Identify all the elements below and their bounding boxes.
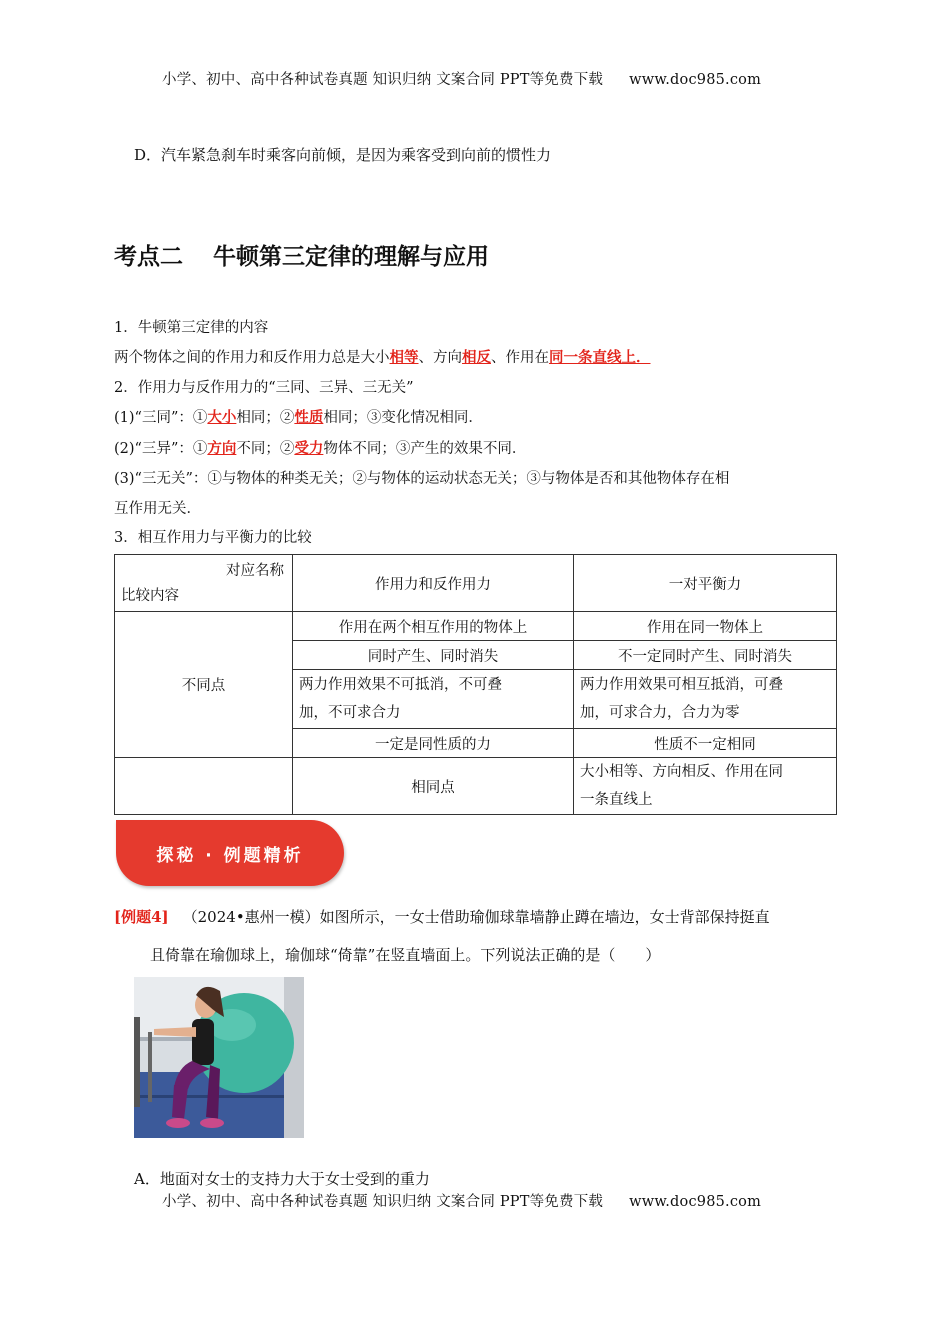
highlight-opposite: 相反	[462, 349, 491, 366]
header-text: 小学、初中、高中各种试卷真题 知识归纳 文案合同 PPT等免费下载	[162, 72, 604, 88]
highlight-direction: 方向	[207, 440, 237, 457]
corner-top-label: 对应名称	[226, 563, 284, 579]
table-cell	[574, 758, 837, 815]
column-header-balanced: 一对平衡力	[574, 555, 837, 612]
table-cell: 作用在同一物体上	[574, 612, 837, 641]
text-run: 、方向	[418, 350, 462, 366]
point-1-body	[114, 346, 651, 367]
table-cell: 不一定同时产生、同时消失	[574, 641, 837, 670]
example-tag: [例题4]	[114, 908, 169, 926]
example-text: （2024•惠州一模）如图所示，一女士借助瑜伽球靠墙静止蹲在墙边，女士背部保持挺直	[182, 908, 770, 926]
examples-banner	[116, 820, 344, 886]
banner-label: 探秘 · 例题精析	[156, 846, 304, 866]
text-run: 相同；②	[236, 410, 295, 426]
header-url[interactable]: www.doc985.com	[629, 72, 762, 88]
cell-line: 大小相等、方向相反、作用在同	[580, 764, 783, 780]
footer-text: 小学、初中、高中各种试卷真题 知识归纳 文案合同 PPT等免费下载	[162, 1194, 604, 1210]
text-run: 、作用在	[491, 350, 549, 366]
row-label-similarities: 相同点	[293, 758, 574, 815]
highlight-same-line: 同一条直线上．	[549, 349, 651, 366]
footer-url[interactable]: www.doc985.com	[629, 1194, 762, 1210]
example-line-1	[114, 906, 770, 927]
option-d: D．汽车紧急刹车时乘客向前倾，是因为乘客受到向前的惯性力	[134, 146, 552, 164]
text-run: 不同；②	[236, 441, 295, 457]
yoga-ball-photo	[134, 977, 304, 1138]
corner-bottom-label: 比较内容	[121, 588, 179, 604]
cell-line: 加，可求合力，合力为零	[580, 705, 740, 721]
point-2-line-1	[114, 406, 483, 427]
text-run: (2)“三异”：①	[114, 441, 208, 457]
point-2-title: 2．作用力与反作用力的“三同、三异、三无关”	[114, 380, 414, 396]
cell-line: 两力作用效果可相互抵消，可叠	[580, 677, 783, 693]
highlight-equal: 相等	[389, 349, 419, 366]
table-cell	[574, 670, 837, 729]
cell-line: 两力作用效果不可抵消，不可叠	[299, 677, 502, 693]
text-run: 物体不同；③产生的效果不同．	[323, 441, 527, 457]
table-cell-empty	[115, 758, 293, 815]
text-run: (1)“三同”：①	[114, 410, 208, 426]
highlight-receiver: 受力	[294, 440, 324, 457]
option-a: A．地面对女士的支持力大于女士受到的重力	[134, 1170, 430, 1188]
section-heading	[114, 238, 489, 271]
table-cell	[293, 670, 574, 729]
cell-line: 加，不可求合力	[299, 705, 401, 721]
text-run: 相同；③变化情况相同．	[323, 410, 483, 426]
table-cell: 一定是同性质的力	[293, 729, 574, 758]
point-1-title: 1．牛顿第三定律的内容	[114, 320, 269, 336]
section-title: 牛顿第三定律的理解与应用	[213, 244, 489, 270]
column-header-action-reaction: 作用力和反作用力	[293, 555, 574, 612]
highlight-magnitude: 大小	[207, 409, 237, 426]
highlight-nature: 性质	[294, 409, 324, 426]
comparison-table	[114, 554, 837, 815]
cell-line: 一条直线上	[580, 792, 653, 808]
point-2-line-2	[114, 437, 526, 458]
point-3-title: 3．相互作用力与平衡力的比较	[114, 530, 312, 546]
text-run: 两个物体之间的作用力和反作用力总是大小	[114, 350, 390, 366]
page-header	[162, 68, 761, 89]
table-corner-cell	[115, 555, 293, 612]
row-label-differences: 不同点	[115, 612, 293, 758]
page-footer	[162, 1190, 761, 1211]
section-number: 考点二	[114, 244, 183, 270]
point-2-line-3: (3)“三无关”：①与物体的种类无关；②与物体的运动状态无关；③与物体是否和其他物体存在相	[114, 471, 730, 487]
point-2-line-3-cont: 互作用无关．	[114, 501, 201, 517]
example-line-2: 且倚靠在瑜伽球上，瑜伽球“倚靠”在竖直墙面上。下列说法正确的是（ ）	[150, 946, 661, 964]
table-cell: 作用在两个相互作用的物体上	[293, 612, 574, 641]
table-cell: 同时产生、同时消失	[293, 641, 574, 670]
table-cell: 性质不一定相同	[574, 729, 837, 758]
